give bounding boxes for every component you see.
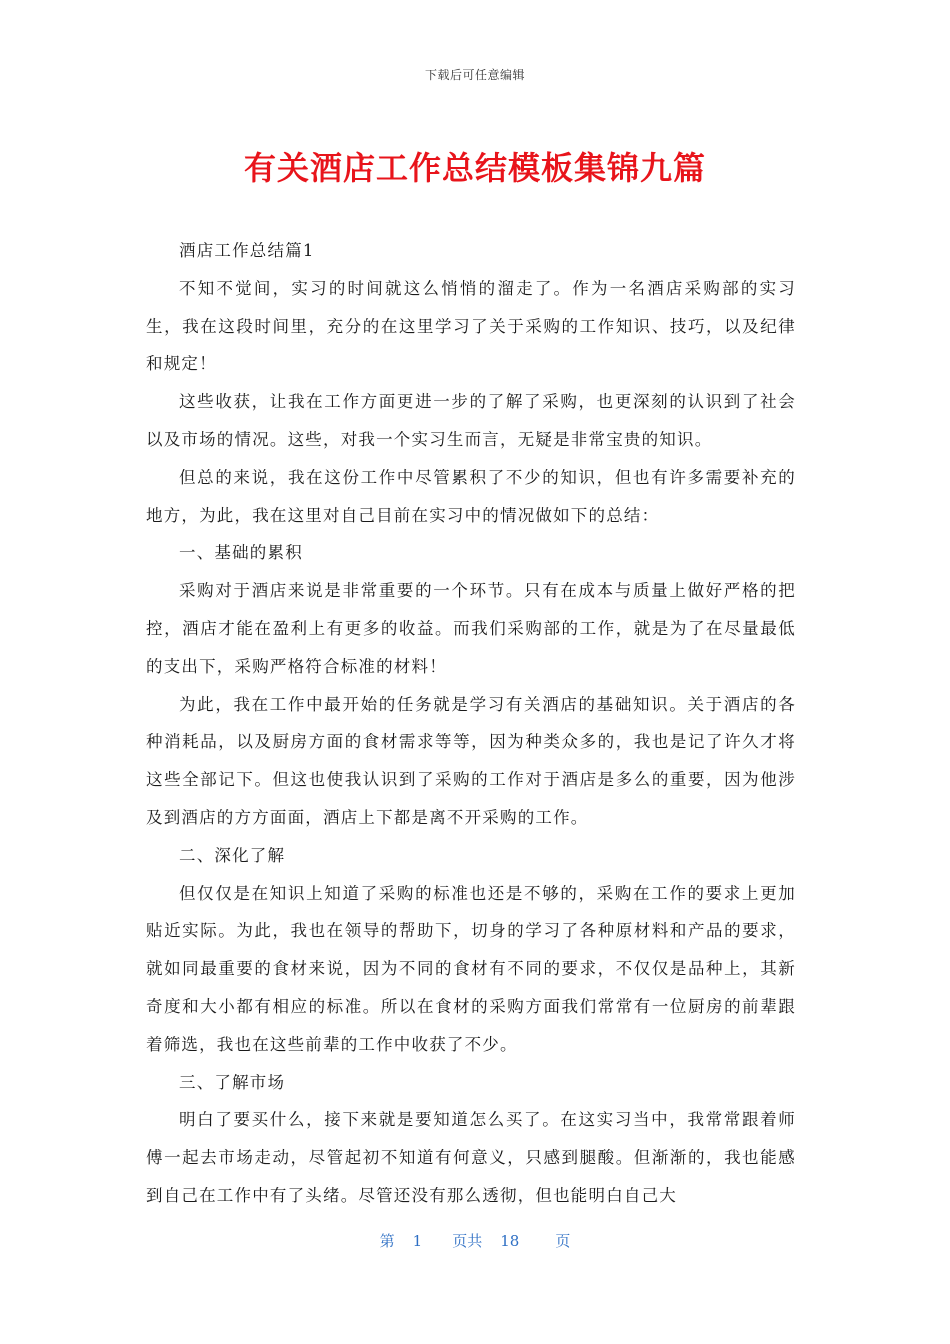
body-paragraph: 明白了要买什么，接下来就是要知道怎么买了。在这实习当中，我常常跟着师傅一起去市场走动，尽管起初不知道有何意义，只感到腿酸。但渐渐的，我也能感到自己在工作中有了头绪。尽管还没有那么透彻，但也能明白自己大 xyxy=(146,1110,796,1205)
body-paragraph: 但总的来说，我在这份工作中尽管累积了不少的知识，但也有许多需要补充的地方，为此，我在这里对自己目前在实习中的情况做如下的总结： xyxy=(146,467,796,525)
body-paragraph: 采购对于酒店来说是非常重要的一个环节。只有在成本与质量上做好严格的把控，酒店才能在盈利上有更多的收益。而我们采购部的工作，就是为了在尽量最低的支出下，采购严格符合标准的材料！ xyxy=(146,581,796,676)
document-title: 有关酒店工作总结模板集锦九篇 xyxy=(243,149,706,187)
footer-page-number: 1 xyxy=(412,1232,423,1250)
body-paragraph: 但仅仅是在知识上知道了采购的标准也还是不够的，采购在工作的要求上更加贴近实际。为此，我也在领导的帮助下，切身的学习了各种原材料和产品的要求，就如同最重要的食材来说，因为不同的食材有不同的要求，不仅仅是品种上，其新奇度和大小都有相应的标准。所以在食材的采购方面我们常常有一位厨房的前辈跟着筛选，我也在这些前辈的工作中收获了不少。 xyxy=(146,883,796,1054)
subsection-heading: 一、基础的累积 xyxy=(179,543,303,563)
document-body xyxy=(146,232,796,1215)
footer-page-suffix: 页 xyxy=(555,1232,571,1250)
section-heading: 酒店工作总结篇1 xyxy=(179,241,315,260)
footer-total-pages: 18 xyxy=(500,1232,520,1250)
page-footer xyxy=(0,1230,950,1251)
subsection-heading: 二、深化了解 xyxy=(179,845,286,865)
header-note: 下载后可任意编辑 xyxy=(424,68,525,82)
body-paragraph: 为此，我在工作中最开始的任务就是学习有关酒店的基础知识。关于酒店的各种消耗品，以及厨房方面的食材需求等等，因为种类众多的，我也是记了许久才将这些全部记下。但这也使我认识到了采购的工作对于酒店是多么的重要，因为他涉及到酒店的方方面面，酒店上下都是离不开采购的工作。 xyxy=(146,694,796,827)
subsection-heading: 三、了解市场 xyxy=(179,1072,286,1092)
body-paragraph: 不知不觉间，实习的时间就这么悄悄的溜走了。作为一名酒店采购部的实习生，我在这段时间里，充分的在这里学习了关于采购的工作知识、技巧，以及纪律和规定！ xyxy=(146,278,796,374)
body-paragraph: 这些收获，让我在工作方面更进一步的了解了采购，也更深刻的认识到了社会以及市场的情况。这些，对我一个实习生而言，无疑是非常宝贵的知识。 xyxy=(146,392,796,449)
footer-page-prefix: 第 xyxy=(379,1232,395,1250)
footer-page-mid: 页共 xyxy=(452,1232,483,1250)
